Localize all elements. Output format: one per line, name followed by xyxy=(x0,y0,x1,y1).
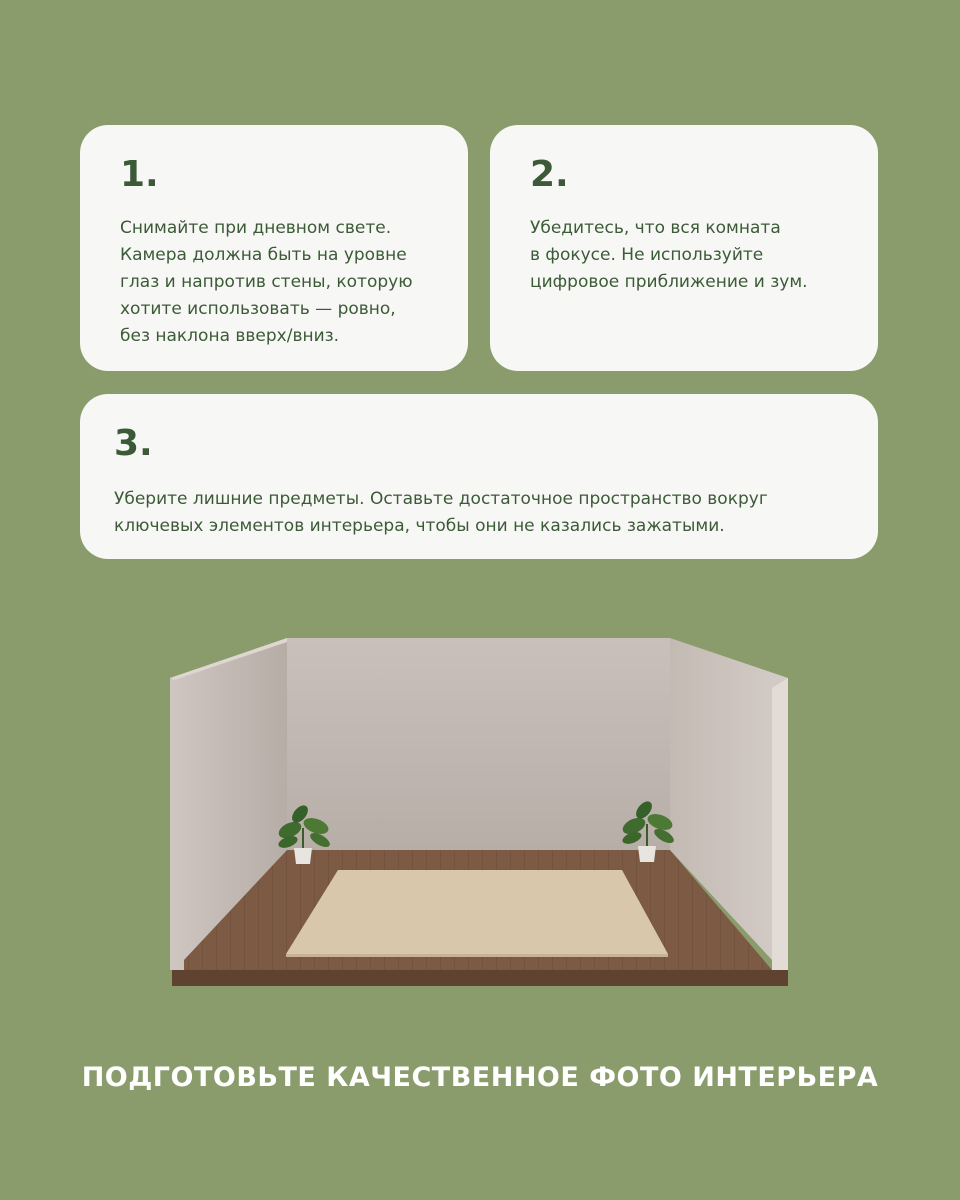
tip-text: Снимайте при дневном свете. Камера должна быть на уровне глаз и напротив стены, которую хотите использовать — ровно, без наклона вверх/вниз. xyxy=(120,218,413,346)
tip-number: 2. xyxy=(530,154,569,195)
page-title: ПОДГОТОВЬТЕ КАЧЕСТВЕННОЕ ФОТО ИНТЕРЬЕРА xyxy=(81,1062,879,1093)
tip-card-2 xyxy=(490,125,878,371)
rug xyxy=(286,870,668,954)
tip-text: Уберите лишние предметы. Оставьте достаточное пространство вокруг ключевых элементов интерьера, чтобы они не казались зажатыми. xyxy=(114,489,768,536)
tip-number: 3. xyxy=(114,423,153,464)
tip-card-3 xyxy=(80,394,878,559)
tip-card-1 xyxy=(80,125,468,371)
back-wall xyxy=(287,638,670,850)
empty-room-illustration xyxy=(160,630,800,1000)
tip-number: 1. xyxy=(120,154,159,195)
tip-text: Убедитесь, что вся комната в фокусе. Не используйте цифровое приближение и зум. xyxy=(530,218,808,292)
